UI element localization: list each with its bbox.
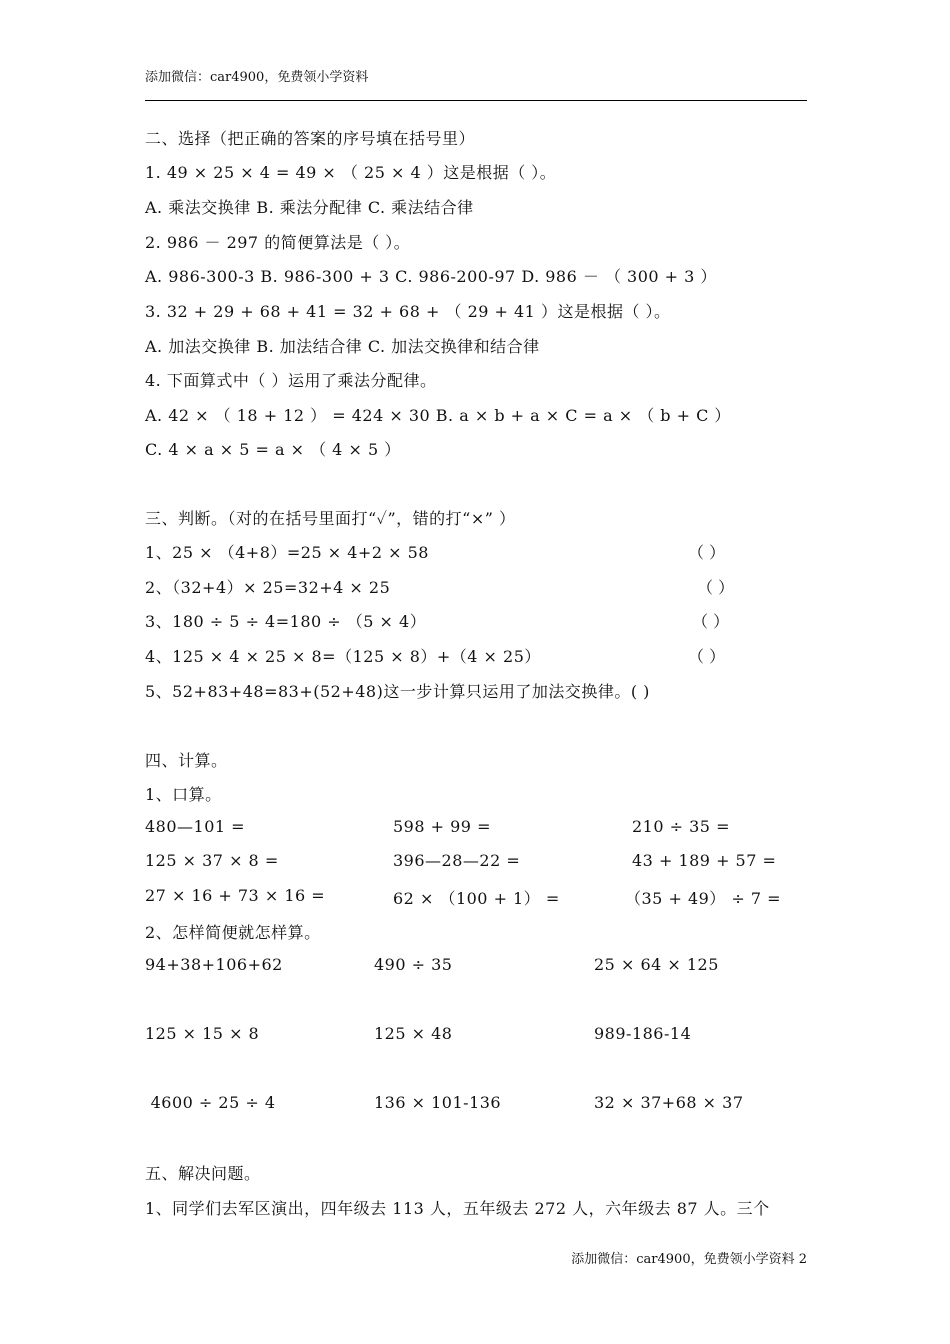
oral-calc-problem: （35 + 49） ÷ 7 = xyxy=(625,889,782,908)
simplified-calc-problem: 32 × 37+68 × 37 xyxy=(594,1093,744,1112)
oral-calc-problem: 598 + 99 = xyxy=(393,817,491,836)
judge-item-1: 1、25 × （4+8）=25 × 4+2 × 58 xyxy=(145,543,429,562)
simplified-calc-problem: 989-186-14 xyxy=(594,1024,692,1043)
judge-item-1-answer-paren: （ ） xyxy=(688,543,726,562)
oral-calc-problem: 396—28—22 = xyxy=(393,851,521,870)
oral-calc-title: 1、口算。 xyxy=(145,785,222,804)
simplified-calc-problem: 125 × 48 xyxy=(374,1024,453,1043)
choice-question-3-options: A. 加法交换律 B. 加法结合律 C. 加法交换律和结合律 xyxy=(145,337,540,356)
choice-question-1-options: A. 乘法交换律 B. 乘法分配律 C. 乘法结合律 xyxy=(145,198,474,217)
judge-item-2: 2、（32+4）× 25=32+4 × 25 xyxy=(145,578,391,597)
simplified-calc-problem: 136 × 101-136 xyxy=(374,1093,502,1112)
simplified-calc-problem: 125 × 15 × 8 xyxy=(145,1024,260,1043)
solve-section-title: 五、解决问题。 xyxy=(145,1164,261,1183)
choice-question-4-option-c: C. 4 × a × 5 = a × （ 4 × 5 ） xyxy=(145,440,401,459)
judge-item-4: 4、125 × 4 × 25 × 8=（125 × 8）+（4 × 25） xyxy=(145,647,541,666)
judge-item-3-answer-paren: （ ） xyxy=(692,612,730,631)
page-footer: 添加微信：car4900，免费领小学资料 2 xyxy=(571,1252,807,1267)
choice-question-4-options-ab: A. 42 × （ 18 + 12 ） = 424 × 30 B. a × b + a × C = a × （ b + C ） xyxy=(145,406,731,425)
oral-calc-problem: 43 + 189 + 57 = xyxy=(632,851,777,870)
choice-question-1: 1. 49 × 25 × 4 = 49 × （ 25 × 4 ）这是根据（ ）。 xyxy=(145,163,557,182)
simplified-calc-problem: 25 × 64 × 125 xyxy=(594,955,719,974)
judge-item-4-answer-paren: （ ） xyxy=(688,647,726,666)
oral-calc-problem: 480—101 = xyxy=(145,817,246,836)
judge-item-5: 5、52+83+48=83+(52+48)这一步计算只运用了加法交换律。( ) xyxy=(145,682,650,701)
choice-question-2: 2. 986 － 297 的简便算法是（ ）。 xyxy=(145,233,411,252)
choice-question-2-options: A. 986-300-3 B. 986-300 + 3 C. 986-200-97 D. 986 － （ 300 + 3 ） xyxy=(145,267,717,286)
judge-item-2-answer-paren: （ ） xyxy=(697,578,735,597)
oral-calc-problem: 210 ÷ 35 = xyxy=(632,817,730,836)
choice-question-3: 3. 32 + 29 + 68 + 41 = 32 + 68 + （ 29 + 41 ）这是根据（ ）。 xyxy=(145,302,671,321)
choice-section-title: 二、选择（把正确的答案的序号填在括号里） xyxy=(145,129,476,148)
simplified-calc-problem: 94+38+106+62 xyxy=(145,955,283,974)
simplified-calc-title: 2、怎样简便就怎样算。 xyxy=(145,923,321,942)
header-divider xyxy=(145,100,807,101)
judge-section-title: 三、判断。（对的在括号里面打“✓”，错的打“×” ） xyxy=(145,509,516,528)
simplified-calc-problem: 4600 ÷ 25 ÷ 4 xyxy=(145,1093,276,1112)
page-header: 添加微信：car4900，免费领小学资料 xyxy=(145,70,369,85)
simplified-calc-problem: 490 ÷ 35 xyxy=(374,955,453,974)
oral-calc-problem: 125 × 37 × 8 = xyxy=(145,851,279,870)
calc-section-title: 四、计算。 xyxy=(145,751,228,770)
word-problem-1: 1、同学们去军区演出，四年级去 113 人，五年级去 272 人，六年级去 87 人。三个 xyxy=(145,1199,770,1218)
oral-calc-problem: 27 × 16 + 73 × 16 = xyxy=(145,886,326,905)
choice-question-4: 4. 下面算式中（ ）运用了乘法分配律。 xyxy=(145,371,437,390)
judge-item-3: 3、180 ÷ 5 ÷ 4=180 ÷ （5 × 4） xyxy=(145,612,427,631)
oral-calc-problem: 62 × （100 + 1） = xyxy=(393,889,560,908)
